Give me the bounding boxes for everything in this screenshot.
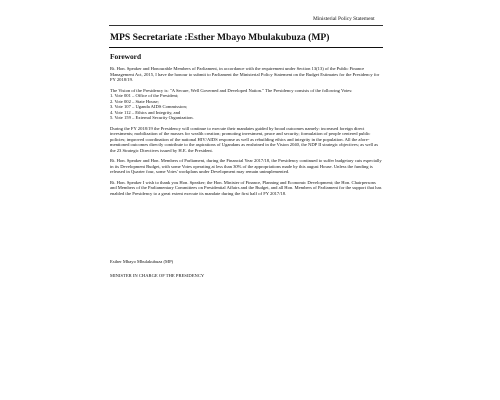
document-title: MPS Secretariate :Esther Mbayo Mbulakubuza (MP) [110, 32, 330, 43]
title-divider [109, 47, 383, 48]
section-heading: Foreword [110, 52, 142, 61]
list-item: 2. Vote 002 – State House; [110, 98, 159, 104]
paragraph: During the FY 2018/19 the Presidency will continue to execute their mandates guided by broad outcomes namely: increased foreign direct investments; mobilization of the masses for wealth creation; promoting investment, peace and security; formulation of people centered public policies; improved coordination of the national HIV/AIDS response as well as rebuilding ethics and integrity in the population. All the afore-mentioned outcomes directly contribute to the aspirations of Ugandans as enshrined in the Vision 2040, the NDP II strategic objectives; as well as the 23 Strategic Directives issued by H.E. the President. [110, 125, 379, 153]
list-item: 4. Vote 112 – Ethics and Integrity, and [110, 109, 181, 115]
foreword-body [110, 66, 382, 201]
signature-name: Esther Mbayo Mbulakubuza (MP) [110, 259, 174, 264]
list-item: 1. Vote 001 – Office of the President; [110, 93, 179, 98]
votes-list [110, 93, 382, 121]
list-item: 5. Vote 159 – External Security Organization. [110, 115, 194, 120]
header-divider [109, 25, 383, 26]
signature-title: MINISTER IN CHARGE OF THE PRESIDENCY [110, 273, 205, 278]
list-item: 3. Vote 107 – Uganda AIDS Commission; [110, 104, 188, 109]
paragraph: The Vision of the Presidency is: "A Secure, Well Governed and Developed Nation." The Presidency consists of the following Votes: [110, 87, 353, 93]
paragraph: Rt. Hon. Speaker and Hon. Members of Parliament, during the Financial Year 2017/18, the Presidency continued to suffer budgetary cuts especially in its Development Budget, with some Votes operating at less than 30% of the appropriations made by this august House. Unless the funding is released in Quarter four, some Votes' workplans under Development may remain unimplemented. [110, 158, 382, 174]
paragraph: Rt. Hon. Speaker and Honourable Members of Parliament, in accordance with the requirement under Section 13(13) of the Public Finance Management Act, 2015, I have the honour to submit to Parliament the Ministerial Policy Statement on the Budget Estimates for the Presidency for FY 2018/19. [110, 66, 380, 82]
running-header: Ministerial Policy Statement [313, 16, 375, 22]
paragraph: Rt. Hon. Speaker I wish to thank you Hon. Speaker; the Hon. Minister of Finance, Planning and Economic Development; the Hon. Chairpersons and Members of the Parliamentary Committees on Presidential Affairs and the Budget, and all Hon. Members of Parliament for the support that has enabled the Presidency to a great extent execute its mandate during the first half of FY 2017/18. [110, 179, 382, 196]
